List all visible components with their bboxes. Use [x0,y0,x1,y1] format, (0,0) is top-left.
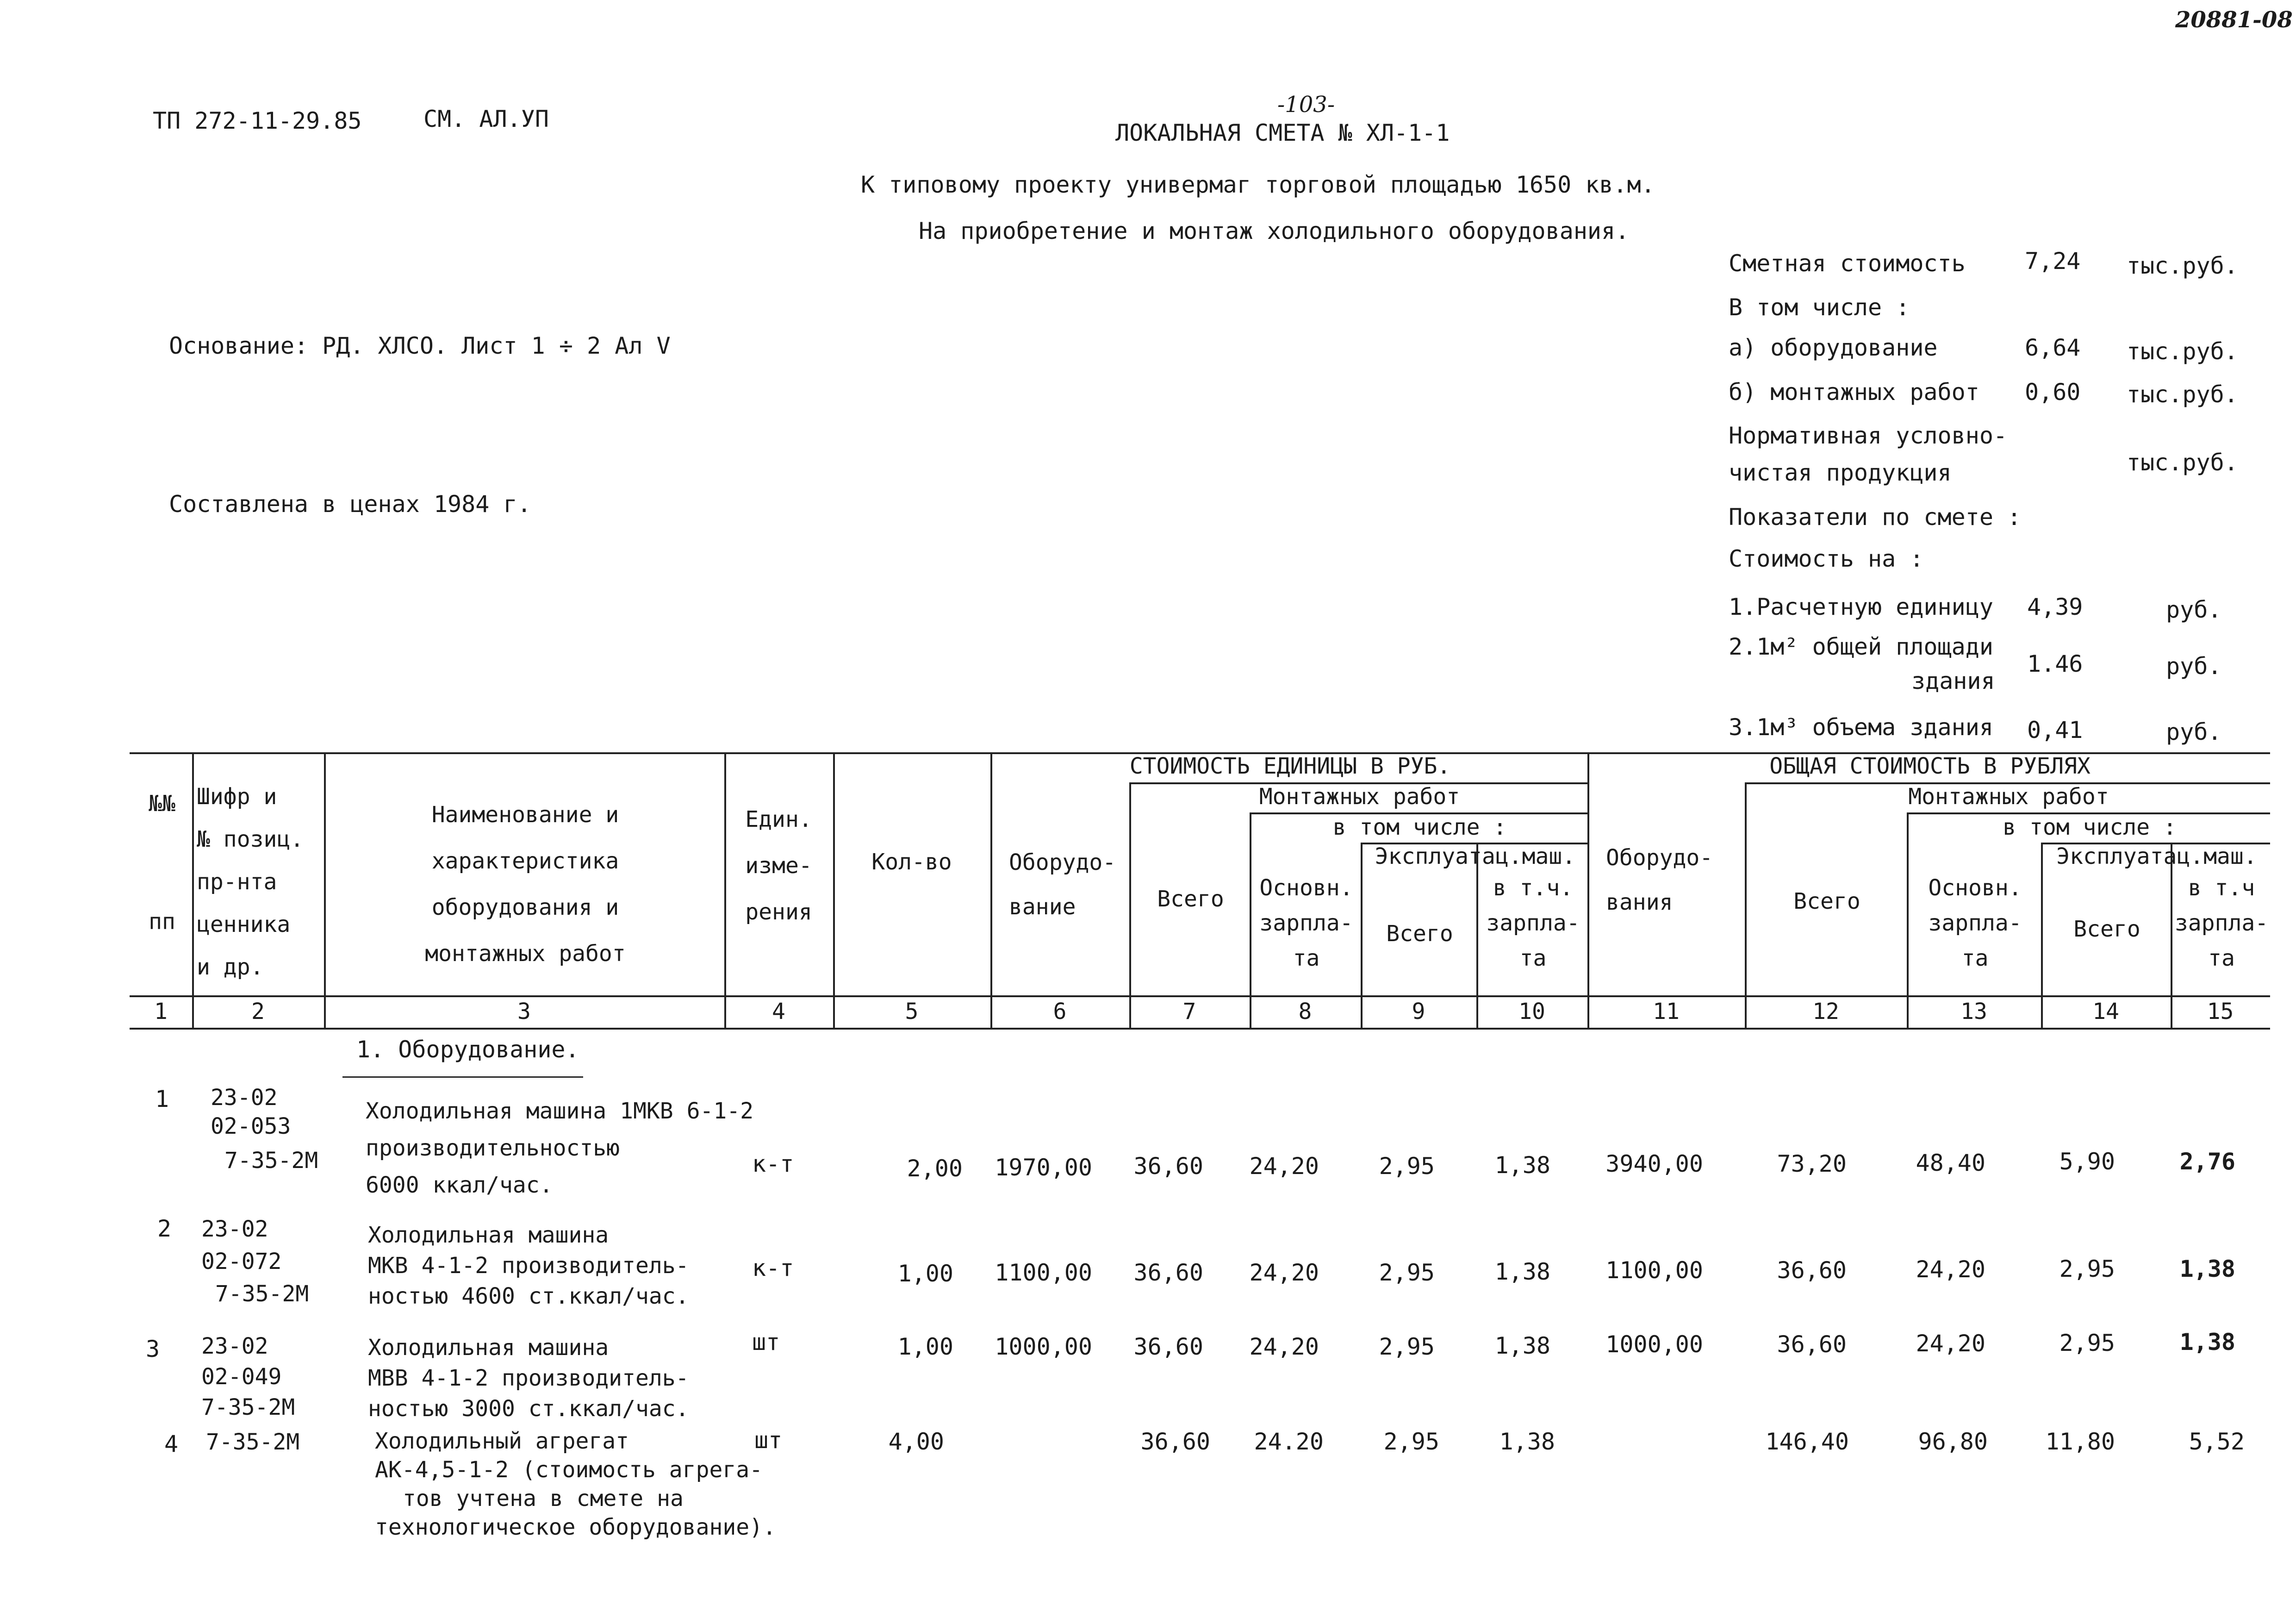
indicator-3-value: 0,41 [2027,717,2083,743]
row-qty: 4,00 [888,1428,944,1455]
col-number: 7 [1182,999,1196,1024]
summary-total-label: Сметная стоимость [1729,250,1966,277]
row-machines-unit: 2,95 [1379,1333,1435,1360]
indicator-2-unit: руб. [2166,653,2222,680]
row-install-total-unit: 36,60 [1140,1428,1210,1455]
row-machines-unit: 2,95 [1379,1259,1435,1286]
header-machines-unit: Эксплуатац.маш. [1375,843,1576,869]
row-name: Холодильная машина МВВ 4-1-2 производитель- ностью 3000 ст.ккал/час. [368,1335,689,1422]
col-number: 4 [772,999,785,1024]
row-code: 7-35-2М [206,1429,300,1455]
row-unit: шт [752,1329,780,1355]
row-base-salary-unit: 24,20 [1249,1259,1319,1286]
summary-install-value: 0,60 [2025,379,2081,406]
header-incl-salary-15: в т.ч зарпла- та [2174,875,2269,971]
col-number: 15 [2207,999,2234,1024]
page-number: -103- [1277,92,1335,118]
summary-indicators-label: Показатели по смете : [1729,504,2022,531]
row-machines-salary-unit: 1,38 [1494,1152,1550,1179]
row-install-total: 73,20 [1777,1150,1847,1177]
summary-including: В том числе : [1729,294,1910,321]
header-total-9: Всего [1386,921,1453,947]
row-equipment-total: 1000,00 [1605,1331,1703,1358]
row-unit: к-т [752,1255,794,1281]
row-install-total: 36,60 [1777,1331,1847,1358]
row-equipment-total: 3940,00 [1605,1150,1703,1177]
indicator-2-label: 2.1м² общей площади [1729,633,1993,660]
row-install-total-unit: 36,60 [1133,1259,1203,1286]
row-code: 23-02 02-072 7-35-2М [201,1216,309,1307]
row-base-salary-unit: 24,20 [1249,1333,1319,1360]
indicator-1-label: 1.Расчетную единицу [1729,593,1993,620]
col-number: 10 [1518,999,1545,1024]
header-total-12: Всего [1793,888,1860,914]
summary-install-unit: тыс.руб. [2127,381,2238,408]
summary-cost-per-label: Стоимость на : [1729,545,1924,572]
row-machines-salary-unit: 1,38 [1499,1428,1555,1455]
row-number: 1 [155,1086,169,1112]
indicator-1-value: 4,39 [2027,593,2083,620]
col-number: 3 [517,999,531,1024]
row-code: 23-02 02-053 7-35-2М [211,1085,318,1174]
header-base-salary-8: Основн. зарпла- та [1259,875,1353,971]
col-number: 13 [1960,999,1987,1024]
document-title: ЛОКАЛЬНАЯ СМЕТА № ХЛ-1-1 [1115,119,1450,146]
header-col5: Кол-во [871,849,952,875]
row-equipment-unit: 1000,00 [995,1333,1092,1360]
document-purpose: На приобретение и монтаж холодильного оборудования. [919,218,1630,244]
row-equipment-unit: 1970,00 [995,1154,1092,1181]
section-title: 1. Оборудование. [356,1036,579,1063]
summary-equipment-label: а) оборудование [1729,334,1938,361]
summary-total-unit: тыс.руб. [2127,252,2238,279]
col-number: 11 [1653,999,1680,1024]
row-machines-total: 2,95 [2059,1255,2115,1282]
row-qty: 1,00 [897,1333,953,1360]
header-machines-total: Эксплуатац.маш. [2056,843,2257,869]
row-machines-total: 2,95 [2059,1330,2115,1356]
col-number: 5 [905,999,919,1024]
row-machines-total: 5,90 [2059,1148,2115,1175]
row-base-salary-total: 24,20 [1916,1330,1985,1357]
row-machines-salary-total: 5,52 [2189,1428,2245,1455]
row-base-salary-total: 96,80 [1918,1428,1988,1455]
row-base-salary-total: 48,40 [1916,1149,1985,1176]
header-col3: Наименование и характеристика оборудования и монтажных работ [425,802,626,967]
header-col1-line2: пп [149,909,175,935]
header-including-unit: в том числе : [1332,814,1507,840]
row-install-total: 36,60 [1777,1257,1847,1284]
row-number: 3 [146,1336,160,1362]
summary-equipment-unit: тыс.руб. [2127,338,2238,365]
row-equipment-unit: 1100,00 [995,1259,1092,1286]
row-machines-salary-unit: 1,38 [1494,1332,1550,1359]
header-base-salary-13: Основн. зарпла- та [1928,875,2022,971]
row-base-salary-total: 24,20 [1916,1256,1985,1283]
header-total-cost-group: ОБЩАЯ СТОИМОСТЬ В РУБЛЯХ [1769,753,2091,779]
corner-stamp: 20881-08 [2175,7,2293,33]
indicator-3-label: 3.1м³ объема здания [1729,714,1993,741]
basis-line: Основание: РД. ХЛСО. Лист 1 ÷ 2 Ал V [169,332,671,359]
col-number: 9 [1412,999,1425,1024]
header-total-14: Всего [2073,916,2140,942]
row-machines-salary-total: 1,38 [2179,1329,2235,1355]
header-equipment-total: Оборудо- вания [1606,845,1713,915]
header-incl-salary-10: в т.ч. зарпла- та [1486,875,1580,971]
summary-total-value: 7,24 [2025,248,2081,275]
col-number: 1 [154,999,168,1024]
row-number: 4 [164,1430,179,1457]
header-installation-unit: Монтажных работ [1259,784,1460,810]
row-unit: к-т [752,1150,794,1177]
row-base-salary-unit: 24,20 [1249,1153,1319,1180]
row-name: Холодильная машина МКВ 4-1-2 производитель- ностью 4600 ст.ккал/час. [368,1222,689,1309]
summary-normative-label: Нормативная условно- [1729,422,2008,449]
row-qty: 1,00 [897,1260,953,1287]
row-name: Холодильный агрегат АК-4,5-1-2 (стоимость агрега- тов учтена в смете на технологическое оборудование). [375,1428,776,1540]
row-machines-unit: 2,95 [1379,1153,1435,1180]
summary-install-label: б) монтажных работ [1729,379,1979,406]
col-number: 6 [1053,999,1067,1024]
row-name: Холодильная машина 1МКВ 6-1-2 производительностью 6000 ккал/час. [366,1098,754,1198]
header-col2: Шифр и № позиц. пр-нта ценника и др. [197,784,304,980]
header-equipment-unit: Оборудо- вание [1009,849,1116,920]
row-number: 2 [157,1215,172,1242]
summary-equipment-value: 6,64 [2025,334,2081,361]
section-underline [342,1076,583,1078]
row-machines-unit: 2,95 [1383,1428,1439,1455]
see-album: СМ. АЛ.УП [423,106,549,132]
doc-code: ТП 272-11-29.85 [153,107,362,134]
indicator-1-unit: руб. [2166,596,2222,623]
header-including-total: в том числе : [2003,814,2177,840]
header-col4: Един. изме- рения [745,806,812,925]
col-number: 2 [251,999,265,1024]
summary-normative-label-2: чистая продукция [1729,459,1952,486]
indicator-2-label-2: здания [1911,668,1995,694]
header-total-7: Всего [1157,886,1224,912]
header-installation-total: Монтажных работ [1908,784,2109,810]
prices-year: Составлена в ценах 1984 г. [169,491,531,518]
row-base-salary-unit: 24.20 [1254,1428,1324,1455]
summary-normative-unit: тыс.руб. [2127,449,2238,476]
col-number: 8 [1298,999,1312,1024]
row-install-total: 146,40 [1765,1428,1849,1455]
row-machines-salary-total: 1,38 [2179,1255,2235,1282]
header-unit-cost-group: СТОИМОСТЬ ЕДИНИЦЫ В РУБ. [1129,753,1451,779]
row-machines-salary-unit: 1,38 [1494,1258,1550,1285]
header-col1: №№ [149,791,175,817]
row-code: 23-02 02-049 7-35-2М [201,1333,295,1420]
row-qty: 2,00 [907,1155,963,1182]
row-machines-total: 11,80 [2045,1428,2115,1455]
indicator-3-unit: руб. [2166,718,2222,745]
row-unit: шт [754,1427,783,1454]
document-subtitle: К типовому проекту универмаг торговой площадью 1650 кв.м. [861,171,1655,198]
row-install-total-unit: 36,60 [1133,1333,1203,1360]
indicator-2-value: 1.46 [2027,650,2083,677]
col-number: 12 [1812,999,1839,1024]
row-machines-salary-total: 2,76 [2179,1148,2235,1175]
row-install-total-unit: 36,60 [1133,1153,1203,1180]
col-number: 14 [2092,999,2119,1024]
row-equipment-total: 1100,00 [1605,1257,1703,1284]
